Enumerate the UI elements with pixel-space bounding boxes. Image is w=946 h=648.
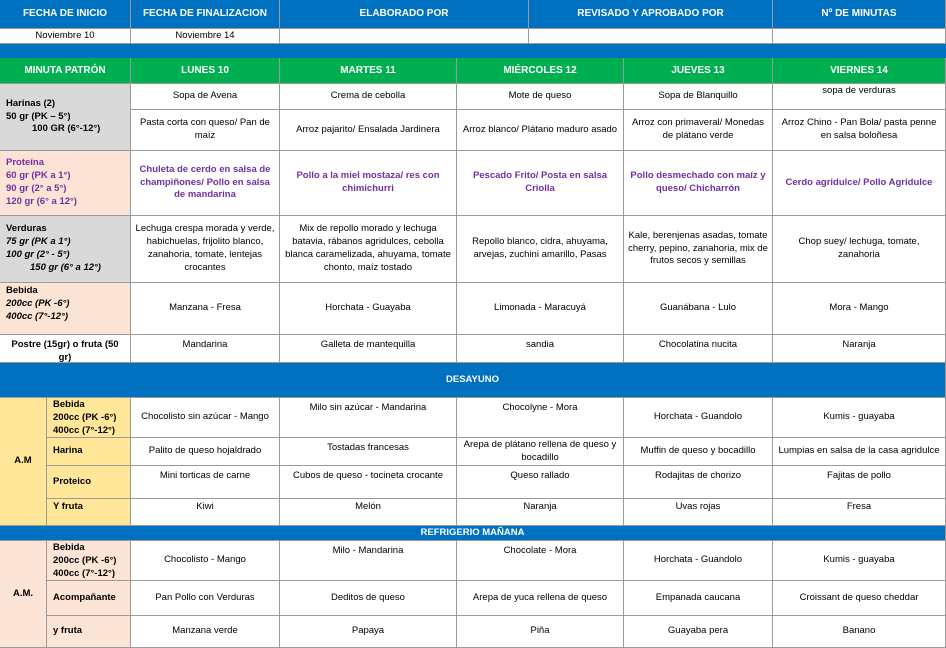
refrigerio-bebida-portion-2: 400cc (7°-12°) xyxy=(53,567,115,579)
refrigerio-acompanante-martes: Deditos de queso xyxy=(280,581,457,616)
bebida-viernes: Mora - Mango xyxy=(773,283,946,335)
desayuno-proteico-label: Proteico xyxy=(47,466,131,499)
proteina-portion-3: 120 gr (6° a 12°) xyxy=(6,195,77,207)
refrigerio-fruta-miercoles: Piña xyxy=(457,616,624,648)
refrigerio-acompanante-lunes: Pan Pollo con Verduras xyxy=(131,581,280,616)
refrigerio-acompanante-jueves: Empanada caucana xyxy=(624,581,773,616)
refrigerio-section-title: REFRIGERIO MAÑANA xyxy=(0,526,946,541)
refrigerio-acompanante-miercoles: Arepa de yuca rellena de queso xyxy=(457,581,624,616)
harinas-portion-2: 100 GR (6°-12°) xyxy=(32,123,101,135)
refrigerio-acompanante-viernes: Croissant de queso cheddar xyxy=(773,581,946,616)
harinas-label xyxy=(0,84,131,151)
desayuno-bebida-title: Bebida xyxy=(53,399,85,410)
desayuno-fruta-jueves: Uvas rojas xyxy=(624,499,773,526)
fecha-inicio-value: Noviembre 10 xyxy=(0,29,131,44)
proteina-portion-1: 60 gr (PK a 1°) xyxy=(6,170,71,182)
refrigerio-acompanante-label: Acompañante xyxy=(47,581,131,616)
bebida-lunes: Manzana - Fresa xyxy=(131,283,280,335)
minutas-value xyxy=(773,29,946,44)
refrigerio-bebida-label xyxy=(47,541,131,581)
separator-band xyxy=(0,44,946,58)
desayuno-harina-viernes: Lumpias en salsa de la casa agridulce xyxy=(773,438,946,466)
desayuno-proteico-lunes: Mini torticas de carne xyxy=(131,466,280,499)
postre-jueves: Chocolatina nucita xyxy=(624,335,773,363)
refrigerio-bebida-miercoles: Chocolate - Mora xyxy=(457,541,624,581)
verduras-portion-2: 100 gr (2° - 5°) xyxy=(6,249,70,260)
desayuno-bebida-portion-2: 400cc (7°-12°) xyxy=(53,424,115,436)
refrigerio-group-label: A.M. xyxy=(0,541,47,648)
proteina-martes: Pollo a la miel mostaza/ res con chimichurri xyxy=(280,151,457,216)
refrigerio-bebida-lunes: Chocolisto - Mango xyxy=(131,541,280,581)
refrigerio-bebida-portion-1: 200cc (PK -6°) xyxy=(53,554,117,566)
desayuno-harina-label: Harina xyxy=(47,438,131,466)
desayuno-group-label: A.M xyxy=(0,398,47,526)
refrigerio-fruta-lunes: Manzana verde xyxy=(131,616,280,648)
harinas-a-martes: Crema de cebolla xyxy=(280,84,457,110)
desayuno-bebida-lunes: Chocolisto sin azúcar - Mango xyxy=(131,398,280,438)
desayuno-bebida-jueves: Horchata - Guandolo xyxy=(624,398,773,438)
postre-martes: Galleta de mantequilla xyxy=(280,335,457,363)
bebida-title: Bebida xyxy=(6,285,38,296)
desayuno-bebida-martes: Milo sin azúcar - Mandarina xyxy=(280,398,457,438)
desayuno-harina-miercoles: Arepa de plátano rellena de queso y bocadillo xyxy=(457,438,624,466)
desayuno-proteico-jueves: Rodajitas de chorizo xyxy=(624,466,773,499)
verduras-lunes: Lechuga crespa morada y verde, habichuelas, frijolito blanco, zanahoria, tomate, lentejas crocantes xyxy=(131,216,280,283)
proteina-jueves: Pollo desmechado con maíz y queso/ Chicharrón xyxy=(624,151,773,216)
desayuno-fruta-martes: Melón xyxy=(280,499,457,526)
fecha-final-value: Noviembre 14 xyxy=(131,29,280,44)
header-fecha-final-label: FECHA DE FINALIZACION xyxy=(131,0,280,29)
desayuno-fruta-label: Y fruta xyxy=(47,499,131,526)
harinas-a-viernes: sopa de verduras xyxy=(773,84,946,110)
verduras-viernes: Chop suey/ lechuga, tomate, zanahoria xyxy=(773,216,946,283)
verduras-miercoles: Repollo blanco, cidra, ahuyama, arvejas, zuchini amarillo, Pasas xyxy=(457,216,624,283)
desayuno-bebida-label xyxy=(47,398,131,438)
day-header-jueves: JUEVES 13 xyxy=(624,58,773,84)
bebida-martes: Horchata - Guayaba xyxy=(280,283,457,335)
header-fecha-inicio-label: FECHA DE INICIO xyxy=(0,0,131,29)
proteina-lunes: Chuleta de cerdo en salsa de champiñones/ Pollo en salsa de mandarina xyxy=(131,151,280,216)
day-header-lunes: LUNES 10 xyxy=(131,58,280,84)
bebida-miercoles: Limonada - Maracuyá xyxy=(457,283,624,335)
proteina-title: Proteína xyxy=(6,157,45,169)
refrigerio-fruta-viernes: Banano xyxy=(773,616,946,648)
header-minutas-label: Nº DE MINUTAS xyxy=(773,0,946,29)
refrigerio-bebida-title: Bebida xyxy=(53,542,85,553)
harinas-a-lunes: Sopa de Avena xyxy=(131,84,280,110)
verduras-jueves: Kale, berenjenas asadas, tomate cherry, pepino, zanahoria, mix de frutos secos y semillas xyxy=(624,216,773,283)
postre-lunes: Mandarina xyxy=(131,335,280,363)
postre-viernes: Naranja xyxy=(773,335,946,363)
harinas-title: Harinas (2) xyxy=(6,97,56,109)
harinas-b-viernes: Arroz Chino - Pan Bola/ pasta penne en salsa boloñesa xyxy=(773,110,946,151)
verduras-portion-3: 150 gr (6° a 12°) xyxy=(30,261,101,273)
header-revisado-label: REVISADO Y APROBADO POR xyxy=(529,0,773,29)
day-header-viernes: VIERNES 14 xyxy=(773,58,946,84)
harinas-b-lunes: Pasta corta con queso/ Pan de maíz xyxy=(131,110,280,151)
desayuno-proteico-martes: Cubos de queso - tocineta crocante xyxy=(280,466,457,499)
refrigerio-fruta-label: y fruta xyxy=(47,616,131,648)
proteina-viernes: Cerdo agridulce/ Pollo Agridulce xyxy=(773,151,946,216)
refrigerio-bebida-martes: Milo - Mandarina xyxy=(280,541,457,581)
proteina-miercoles: Pescado Frito/ Posta en salsa Criolla xyxy=(457,151,624,216)
harinas-a-miercoles: Mote de queso xyxy=(457,84,624,110)
harinas-a-jueves: Sopa de Blanquillo xyxy=(624,84,773,110)
desayuno-fruta-viernes: Fresa xyxy=(773,499,946,526)
verduras-martes: Mix de repollo morado y lechuga batavia, rábanos agridulces, cebolla blanca caramelizada, ahuyama, tomate chonto, maíz tostado xyxy=(280,216,457,283)
day-header-martes: MARTES 11 xyxy=(280,58,457,84)
harinas-b-miercoles: Arroz blanco/ Plátano maduro asado xyxy=(457,110,624,151)
desayuno-harina-martes: Tostadas francesas xyxy=(280,438,457,466)
harinas-b-martes: Arroz pajarito/ Ensalada Jardinera xyxy=(280,110,457,151)
revisado-value xyxy=(529,29,773,44)
proteina-portion-2: 90 gr (2° a 5°) xyxy=(6,183,67,194)
bebida-label xyxy=(0,283,131,335)
bebida-portion-1: 200cc (PK -6°) xyxy=(6,297,70,309)
refrigerio-bebida-viernes: Kumis - guayaba xyxy=(773,541,946,581)
bebida-jueves: Guanábana - Lulo xyxy=(624,283,773,335)
desayuno-proteico-miercoles: Queso rallado xyxy=(457,466,624,499)
verduras-portion-1: 75 gr (PK a 1°) xyxy=(6,236,71,248)
desayuno-fruta-lunes: Kiwi xyxy=(131,499,280,526)
proteina-label xyxy=(0,151,131,216)
desayuno-bebida-miercoles: Chocolyne - Mora xyxy=(457,398,624,438)
desayuno-proteico-viernes: Fajitas de pollo xyxy=(773,466,946,499)
desayuno-bebida-viernes: Kumis - guayaba xyxy=(773,398,946,438)
desayuno-section-title: DESAYUNO xyxy=(0,363,946,398)
elaborado-value xyxy=(280,29,529,44)
refrigerio-fruta-jueves: Guayaba pera xyxy=(624,616,773,648)
header-elaborado-label: ELABORADO POR xyxy=(280,0,529,29)
postre-label: Postre (15gr) o fruta (50 gr) xyxy=(0,335,131,363)
desayuno-harina-jueves: Muffin de queso y bocadillo xyxy=(624,438,773,466)
verduras-label xyxy=(0,216,131,283)
postre-miercoles: sandia xyxy=(457,335,624,363)
refrigerio-bebida-jueves: Horchata - Guandolo xyxy=(624,541,773,581)
harinas-b-jueves: Arroz con primaveral/ Monedas de plátano verde xyxy=(624,110,773,151)
minuta-patron-title: MINUTA PATRÓN xyxy=(0,58,131,84)
bebida-portion-2: 400cc (7°-12°) xyxy=(6,310,68,322)
verduras-title: Verduras xyxy=(6,223,47,235)
desayuno-fruta-miercoles: Naranja xyxy=(457,499,624,526)
desayuno-harina-lunes: Palito de queso hojaldrado xyxy=(131,438,280,466)
day-header-miercoles: MIÉRCOLES 12 xyxy=(457,58,624,84)
desayuno-bebida-portion-1: 200cc (PK -6°) xyxy=(53,411,117,423)
harinas-portion-1: 50 gr (PK – 5°) xyxy=(6,110,71,122)
refrigerio-fruta-martes: Papaya xyxy=(280,616,457,648)
